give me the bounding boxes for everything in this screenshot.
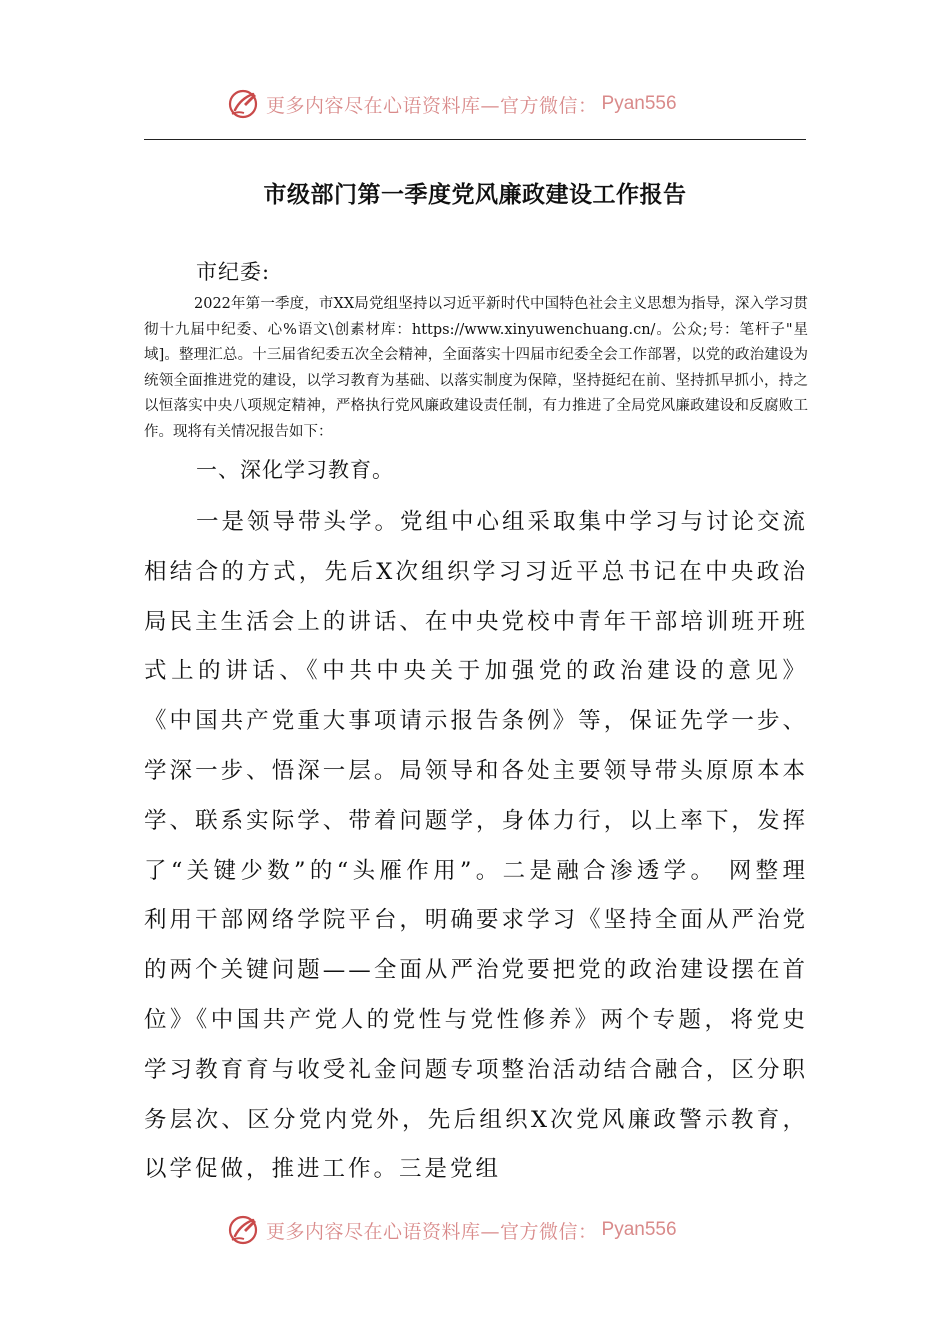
section-heading-1: 一、深化学习教育。 <box>196 458 394 482</box>
watermark-banner-bottom <box>226 1210 746 1250</box>
document-title: 市级部门第一季度党风廉政建设工作报告 <box>263 181 687 208</box>
header-divider <box>144 139 806 140</box>
section-body-1: 一是领导带头学。党组中心组采取集中学习与讨论交流相结合的方式，先后X次组织学习习近平总书记在中央政治局民主生活会上的讲话、在中央党校中青年干部培训班开班式上的讲话、《中共中央关于加强党的政治建设的意见》《中国共产党重大事项请示报告条例》等，保证先学一步、学深一步、悟深一层。局领导和各处主要领导带头原原本本学、联系实际学、带着问题学，身体力行，以上率下，发挥了“关键少数”的“头雁作用”。二是融合渗透学。 网整理 利用干部网络学院平台，明确要求学习《坚持全面从严治党的两个关键问题——全面从严治党要把党的政治建设摆在首位》《中国共产党人的党性与党性修养》两个专题，将党史学习教育育与收受礼金问题专项整治活动结合融合，区分职务层次、区分党内党外，先后组织X次党风廉政警示教育，以学促做，推进工作。三是党组 <box>144 509 809 1183</box>
watermark-text: 更多内容尽在心语资料库—官方微信： <box>266 94 598 117</box>
pen-logo-icon <box>226 1213 260 1247</box>
watermark-text: 更多内容尽在心语资料库—官方微信： <box>266 1220 598 1243</box>
intro-paragraph: 2022年第一季度，市XX局党组坚持以习近平新时代中国特色社会主义思想为指导，深入学习贯彻十九届中纪委、心%语文\创素材库：https://www.xinyuwenchuang.cn/。公众;号：笔杆子"星域]。整理汇总。十三届省纪委五次全会精神，全面落实十四届市纪委全会工作部署，以党的政治建设为统领全面推进党的建设，以学习教育为基础、以落实制度为保障，坚持挺纪在前、坚持抓早抓小，持之以恒落实中央八项规定精神，严格执行党风廉政建设责任制，有力推进了全局党风廉政建设和反腐败工作。现将有关情况报告如下： <box>144 296 808 440</box>
addressee: 市纪委: <box>196 260 271 284</box>
watermark-wechat-id: Pyan556 <box>601 1219 677 1240</box>
watermark-wechat-id: Pyan556 <box>601 93 677 114</box>
watermark-banner-top <box>226 84 746 124</box>
pen-logo-icon <box>226 87 260 121</box>
